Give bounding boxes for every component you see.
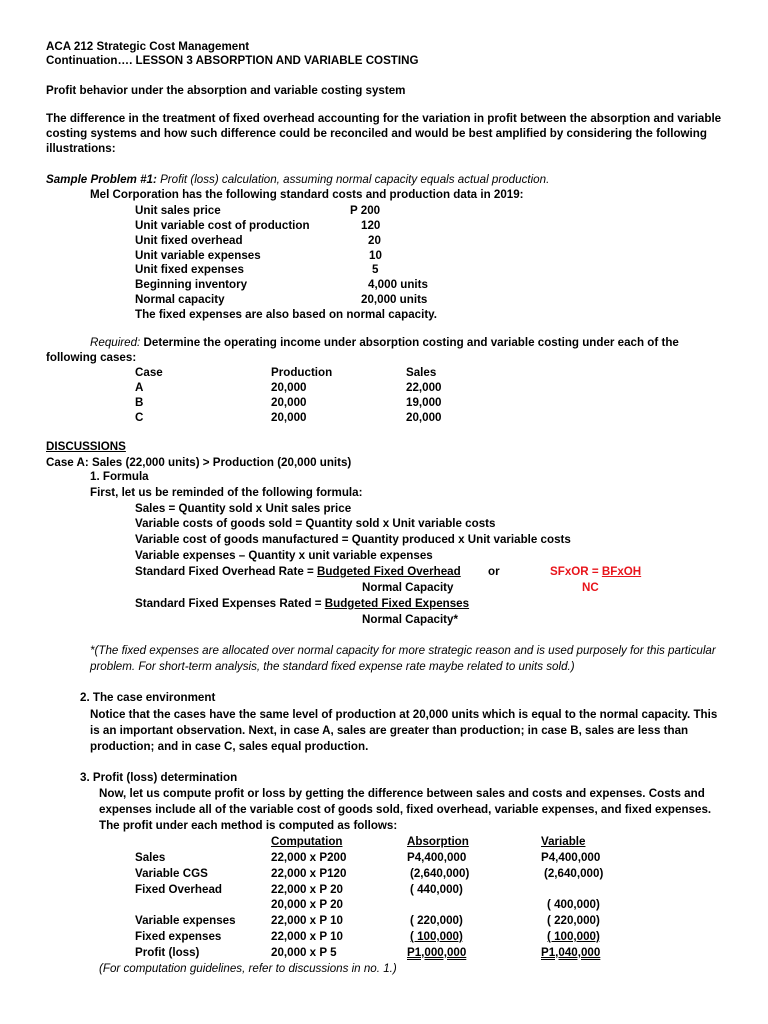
profit-row-comp: 20,000 x P 20 <box>271 898 343 911</box>
sfer-denominator: Normal Capacity* <box>362 613 459 626</box>
item-label: Unit variable cost of production <box>135 219 310 232</box>
item-value: 5 <box>372 263 379 276</box>
profit-determination-text: Now, let us compute profit or loss by getting the difference between sales and costs and expenses. Costs and expenses include all of the variable cost of goods sold, fixed overhead, variable expenses, and fixed expenses. The profit under each method is computed as follows: <box>99 787 712 832</box>
case-cell: C <box>135 411 144 424</box>
case-cell: 20,000 <box>271 381 307 394</box>
item-label: Unit fixed overhead <box>135 234 243 247</box>
item-label: Unit variable expenses <box>135 249 261 262</box>
item-label: Unit fixed expenses <box>135 263 244 276</box>
profit-row-abs: ( 100,000) <box>410 930 463 943</box>
case-cell: 22,000 <box>406 381 442 394</box>
item-value: P 200 <box>350 204 381 217</box>
case-cell: 19,000 <box>406 396 442 409</box>
profit-row-comp: 22,000 x P 10 <box>271 914 343 927</box>
cases-header-production: Production <box>271 366 333 379</box>
formula-intro: First, let us be reminded of the following formula: <box>90 486 363 499</box>
case-environment-text: Notice that the cases have the same level of production at 20,000 units which is equal to the normal capacity. This is an important observation. Next, in case A, sales are greater than production; in case B, sales are less than production; and in case C, sales equal production. <box>90 708 718 753</box>
or-text: or <box>488 565 500 578</box>
intro-paragraph: The difference in the treatment of fixed overhead accounting for the variation in profit between the absorption and variable costing systems and how such difference could be reconciled and would be best amplified by considering the following illustrations: <box>46 112 722 155</box>
item-label: Unit sales price <box>135 204 221 217</box>
formula-line: Variable expenses – Quantity x unit variable expenses <box>135 549 433 562</box>
formula-heading: 1. Formula <box>90 470 149 483</box>
item-value: 20,000 units <box>361 293 428 306</box>
profit-header-variable: Variable <box>541 835 586 848</box>
required-label: Required: <box>90 336 141 349</box>
profit-row-label: Sales <box>135 851 166 864</box>
sample-problem-line <box>46 173 549 187</box>
sfer-numerator: Budgeted Fixed Expenses <box>324 597 470 610</box>
case-cell: 20,000 <box>271 396 307 409</box>
item-label: Normal capacity <box>135 293 225 306</box>
profit-header-computation: Computation <box>271 835 343 848</box>
computation-guideline-note: (For computation guidelines, refer to discussions in no. 1.) <box>99 962 397 975</box>
sfor-formula <box>135 565 461 579</box>
sfer-formula <box>135 597 469 611</box>
abbr-numerator: BFxOH <box>601 565 642 578</box>
case-cell: A <box>135 381 144 394</box>
profit-row-abs: P4,400,000 <box>407 851 467 864</box>
company-line: Mel Corporation has the following standard costs and production data in 2019: <box>90 188 524 201</box>
formula-line: Variable costs of goods sold = Quantity sold x Unit variable costs <box>135 517 496 530</box>
lesson-title: Continuation…. LESSON 3 ABSORPTION AND VARIABLE COSTING <box>46 54 419 67</box>
item-label: Beginning inventory <box>135 278 248 291</box>
profit-row-abs: ( 440,000) <box>410 883 463 896</box>
profit-row-var: ( 100,000) <box>547 930 600 943</box>
profit-row-var: P1,040,000 <box>541 946 601 959</box>
required-text: Determine the operating income under absorption costing and variable costing under each of the <box>143 336 679 349</box>
profit-row-abs: ( 220,000) <box>410 914 463 927</box>
profit-row-label: Fixed Overhead <box>135 883 222 896</box>
item-value: 10 <box>369 249 382 262</box>
sfor-numerator: Budgeted Fixed Overhead <box>317 565 461 578</box>
case-environment-heading: 2. The case environment <box>80 691 216 704</box>
sfer-prefix: Standard Fixed Expenses Rated = <box>135 597 325 610</box>
item-value: 20 <box>368 234 381 247</box>
profit-row-label: Variable CGS <box>135 867 208 880</box>
profit-row-label: Variable expenses <box>135 914 236 927</box>
sfxor-abbreviation <box>550 565 641 579</box>
profit-row-label: Fixed expenses <box>135 930 222 943</box>
cases-header-sales: Sales <box>406 366 437 379</box>
profit-row-var: ( 400,000) <box>547 898 600 911</box>
profit-row-comp: 22,000 x P200 <box>271 851 347 864</box>
abbr-left: SFxOR = <box>550 565 602 578</box>
profit-row-comp: 22,000 x P 20 <box>271 883 343 896</box>
section-title: Profit behavior under the absorption and variable costing system <box>46 84 406 97</box>
case-cell: B <box>135 396 144 409</box>
item-value: 120 <box>361 219 381 232</box>
case-cell: 20,000 <box>271 411 307 424</box>
case-cell: 20,000 <box>406 411 442 424</box>
profit-row-var: (2,640,000) <box>544 867 604 880</box>
profit-row-var: P4,400,000 <box>541 851 601 864</box>
cases-header-case: Case <box>135 366 163 379</box>
profit-header-absorption: Absorption <box>407 835 469 848</box>
profit-row-abs: P1,000,000 <box>407 946 467 959</box>
required-line <box>90 336 679 350</box>
formula-line: Sales = Quantity sold x Unit sales price <box>135 502 352 515</box>
profit-row-comp: 20,000 x P 5 <box>271 946 337 959</box>
fixed-expenses-footnote: *(The fixed expenses are allocated over normal capacity for more strategic reason and is used purposely for this particular problem. For short-term analysis, the standard fixed expense rate maybe related to units sold.) <box>90 644 716 673</box>
sfor-prefix: Standard Fixed Overhead Rate = <box>135 565 318 578</box>
case-a-heading: Case A: Sales (22,000 units) > Production (20,000 units) <box>46 456 352 469</box>
profit-row-comp: 22,000 x P120 <box>271 867 347 880</box>
profit-row-var: ( 220,000) <box>547 914 600 927</box>
course-title: ACA 212 Strategic Cost Management <box>46 40 250 53</box>
profit-determination-heading: 3. Profit (loss) determination <box>80 771 238 784</box>
required-text-cont: following cases: <box>46 351 137 364</box>
discussions-heading: DISCUSSIONS <box>46 440 126 453</box>
abbr-denominator: NC <box>582 581 599 594</box>
formula-line: Variable cost of goods manufactured = Quantity produced x Unit variable costs <box>135 533 571 546</box>
sample-problem-desc: Profit (loss) calculation, assuming normal capacity equals actual production. <box>160 173 550 186</box>
sfor-denominator: Normal Capacity <box>362 581 454 594</box>
profit-row-abs: (2,640,000) <box>410 867 470 880</box>
item-value: 4,000 units <box>368 278 428 291</box>
profit-row-comp: 22,000 x P 10 <box>271 930 343 943</box>
profit-row-label: Profit (loss) <box>135 946 200 959</box>
sample-problem-label: Sample Problem #1: <box>46 173 157 186</box>
fixed-expenses-note: The fixed expenses are also based on normal capacity. <box>135 308 437 321</box>
